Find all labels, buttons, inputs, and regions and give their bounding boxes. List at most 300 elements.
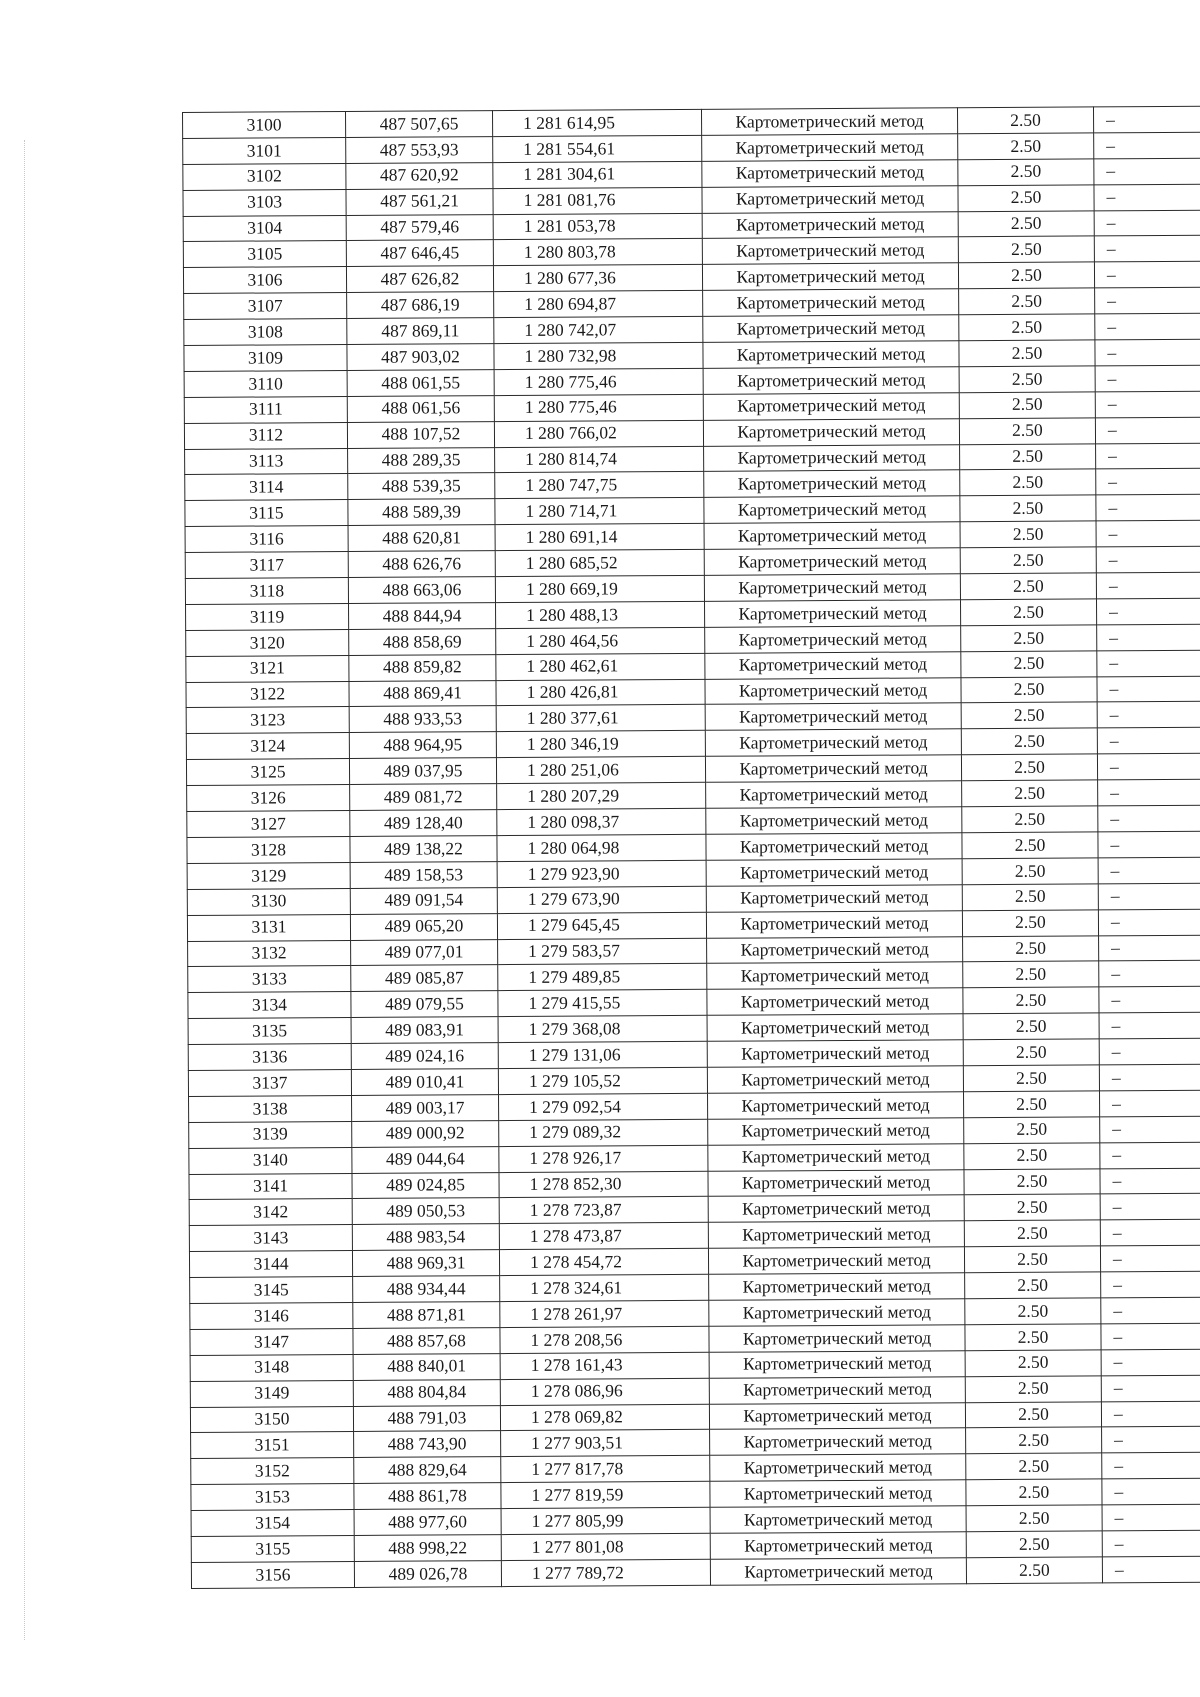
accuracy-cell: 2.50 — [960, 573, 1096, 600]
x-coordinate-cell: 488 840,01 — [353, 1353, 500, 1380]
point-number-cell: 3127 — [187, 811, 350, 838]
x-coordinate-cell: 488 969,31 — [352, 1250, 499, 1277]
x-coordinate-cell: 488 977,60 — [354, 1509, 501, 1536]
note-cell: – — [1102, 1427, 1200, 1454]
method-cell: Картометрический метод — [703, 341, 959, 368]
y-coordinate-cell: 1 281 614,95 — [492, 109, 701, 136]
x-coordinate-cell: 489 000,92 — [352, 1120, 499, 1147]
point-number-cell: 3107 — [184, 293, 347, 320]
accuracy-cell: 2.50 — [960, 547, 1096, 574]
accuracy-cell: 2.50 — [966, 1557, 1102, 1584]
method-cell: Картометрический метод — [707, 1066, 963, 1093]
accuracy-cell: 2.50 — [960, 469, 1096, 496]
y-coordinate-cell: 1 281 081,76 — [493, 187, 702, 214]
method-cell: Картометрический метод — [709, 1325, 965, 1352]
point-number-cell: 3123 — [186, 707, 349, 734]
accuracy-cell: 2.50 — [966, 1453, 1102, 1480]
note-cell: – — [1097, 728, 1200, 755]
method-cell: Картометрический метод — [702, 211, 958, 238]
note-cell: – — [1100, 1142, 1200, 1169]
y-coordinate-cell: 1 278 852,30 — [499, 1171, 708, 1198]
point-number-cell: 3149 — [190, 1380, 353, 1407]
accuracy-cell: 2.50 — [963, 1013, 1099, 1040]
point-number-cell: 3112 — [184, 422, 347, 449]
point-number-cell: 3108 — [184, 319, 347, 346]
x-coordinate-cell: 489 128,40 — [350, 810, 497, 837]
point-number-cell: 3133 — [188, 966, 351, 993]
accuracy-cell: 2.50 — [964, 1168, 1100, 1195]
accuracy-cell: 2.50 — [965, 1376, 1101, 1403]
point-number-cell: 3105 — [183, 241, 346, 268]
method-cell: Картометрический метод — [704, 522, 960, 549]
y-coordinate-cell: 1 279 923,90 — [497, 860, 706, 887]
note-cell: – — [1100, 1194, 1200, 1221]
point-number-cell: 3113 — [185, 448, 348, 475]
note-cell: – — [1094, 184, 1200, 211]
x-coordinate-cell: 487 507,65 — [346, 111, 493, 138]
note-cell: – — [1099, 986, 1200, 1013]
accuracy-cell: 2.50 — [959, 392, 1095, 419]
x-coordinate-cell: 487 620,92 — [346, 162, 493, 189]
x-coordinate-cell: 488 061,56 — [347, 395, 494, 422]
y-coordinate-cell: 1 278 086,96 — [500, 1378, 709, 1405]
x-coordinate-cell: 488 857,68 — [353, 1327, 500, 1354]
point-number-cell: 3137 — [188, 1069, 351, 1096]
note-cell: – — [1102, 1504, 1200, 1531]
x-coordinate-cell: 489 050,53 — [352, 1198, 499, 1225]
accuracy-cell: 2.50 — [961, 677, 1097, 704]
note-cell: – — [1098, 805, 1200, 832]
accuracy-cell: 2.50 — [959, 366, 1095, 393]
note-cell: – — [1095, 313, 1200, 340]
x-coordinate-cell: 487 686,19 — [347, 292, 494, 319]
point-number-cell: 3104 — [183, 215, 346, 242]
accuracy-cell: 2.50 — [958, 159, 1094, 186]
note-cell: – — [1095, 287, 1200, 314]
method-cell: Картометрический метод — [705, 651, 961, 678]
method-cell: Картометрический метод — [708, 1169, 964, 1196]
point-number-cell: 3111 — [184, 396, 347, 423]
y-coordinate-cell: 1 278 324,61 — [500, 1274, 709, 1301]
method-cell: Картометрический метод — [710, 1506, 966, 1533]
note-cell: – — [1100, 1219, 1200, 1246]
accuracy-cell: 2.50 — [958, 236, 1094, 263]
point-number-cell: 3119 — [186, 603, 349, 630]
y-coordinate-cell: 1 278 473,87 — [499, 1223, 708, 1250]
point-number-cell: 3116 — [185, 526, 348, 553]
accuracy-cell: 2.50 — [963, 935, 1099, 962]
method-cell: Картометрический метод — [704, 600, 960, 627]
method-cell: Картометрический метод — [706, 781, 962, 808]
y-coordinate-cell: 1 279 415,55 — [498, 990, 707, 1017]
method-cell: Картометрический метод — [702, 134, 958, 161]
note-cell: – — [1094, 132, 1200, 159]
x-coordinate-cell: 488 983,54 — [352, 1224, 499, 1251]
method-cell: Картометрический метод — [705, 626, 961, 653]
accuracy-cell: 2.50 — [965, 1350, 1101, 1377]
method-cell: Картометрический метод — [709, 1273, 965, 1300]
y-coordinate-cell: 1 280 732,98 — [494, 342, 703, 369]
point-number-cell: 3128 — [187, 836, 350, 863]
method-cell: Картометрический метод — [702, 263, 958, 290]
y-coordinate-cell: 1 280 064,98 — [497, 834, 706, 861]
x-coordinate-cell: 488 869,41 — [349, 680, 496, 707]
x-coordinate-cell: 489 085,87 — [351, 965, 498, 992]
y-coordinate-cell: 1 280 775,46 — [494, 394, 703, 421]
note-cell: – — [1095, 391, 1200, 418]
method-cell: Картометрический метод — [703, 315, 959, 342]
x-coordinate-cell: 489 077,01 — [351, 939, 498, 966]
y-coordinate-cell: 1 278 208,56 — [500, 1326, 709, 1353]
x-coordinate-cell: 488 539,35 — [348, 473, 495, 500]
x-coordinate-cell: 487 903,02 — [347, 344, 494, 371]
note-cell: – — [1102, 1478, 1200, 1505]
note-cell: – — [1095, 339, 1200, 366]
x-coordinate-cell: 488 626,76 — [348, 551, 495, 578]
point-number-cell: 3148 — [190, 1354, 353, 1381]
y-coordinate-cell: 1 278 161,43 — [500, 1352, 709, 1379]
accuracy-cell: 2.50 — [960, 599, 1096, 626]
accuracy-cell: 2.50 — [966, 1479, 1102, 1506]
accuracy-cell: 2.50 — [959, 288, 1095, 315]
method-cell: Картометрический метод — [706, 833, 962, 860]
point-number-cell: 3155 — [191, 1535, 354, 1562]
x-coordinate-cell: 488 829,64 — [354, 1457, 501, 1484]
point-number-cell: 3139 — [189, 1121, 352, 1148]
y-coordinate-cell: 1 279 673,90 — [497, 886, 706, 913]
accuracy-cell: 2.50 — [962, 806, 1098, 833]
note-cell: – — [1095, 365, 1200, 392]
y-coordinate-cell: 1 279 583,57 — [498, 938, 707, 965]
method-cell: Картометрический метод — [705, 677, 961, 704]
y-coordinate-cell: 1 279 131,06 — [498, 1041, 707, 1068]
x-coordinate-cell: 489 037,95 — [349, 758, 496, 785]
method-cell: Картометрический метод — [710, 1558, 966, 1585]
accuracy-cell: 2.50 — [963, 961, 1099, 988]
table-row — [191, 1556, 1200, 1588]
note-cell: – — [1102, 1556, 1200, 1583]
y-coordinate-cell: 1 280 766,02 — [494, 420, 703, 447]
x-coordinate-cell: 489 138,22 — [350, 836, 497, 863]
accuracy-cell: 2.50 — [959, 314, 1095, 341]
note-cell: – — [1101, 1323, 1200, 1350]
y-coordinate-cell: 1 280 464,56 — [496, 627, 705, 654]
point-number-cell: 3143 — [189, 1225, 352, 1252]
method-cell: Картометрический метод — [708, 1247, 964, 1274]
note-cell: – — [1102, 1530, 1200, 1557]
point-number-cell: 3114 — [185, 474, 348, 501]
note-cell: – — [1099, 1012, 1200, 1039]
x-coordinate-cell: 489 026,78 — [354, 1560, 501, 1587]
method-cell: Картометрический метод — [705, 703, 961, 730]
note-cell: – — [1097, 676, 1200, 703]
method-cell: Картометрический метод — [702, 185, 958, 212]
point-number-cell: 3138 — [189, 1095, 352, 1122]
x-coordinate-cell: 488 804,84 — [353, 1379, 500, 1406]
x-coordinate-cell: 488 964,95 — [349, 732, 496, 759]
y-coordinate-cell: 1 278 926,17 — [499, 1145, 708, 1172]
y-coordinate-cell: 1 280 814,74 — [495, 446, 704, 473]
accuracy-cell: 2.50 — [961, 625, 1097, 652]
note-cell: – — [1098, 857, 1200, 884]
accuracy-cell: 2.50 — [964, 1220, 1100, 1247]
method-cell: Картометрический метод — [707, 1014, 963, 1041]
accuracy-cell: 2.50 — [960, 495, 1096, 522]
x-coordinate-cell: 488 934,44 — [353, 1276, 500, 1303]
coordinates-table — [182, 106, 1200, 1589]
y-coordinate-cell: 1 278 069,82 — [500, 1404, 709, 1431]
x-coordinate-cell: 488 858,69 — [349, 628, 496, 655]
point-number-cell: 3154 — [191, 1510, 354, 1537]
point-number-cell: 3130 — [187, 888, 350, 915]
x-coordinate-cell: 489 024,85 — [352, 1172, 499, 1199]
note-cell: – — [1093, 106, 1200, 133]
x-coordinate-cell: 487 553,93 — [346, 136, 493, 163]
coordinates-table-body — [183, 106, 1200, 1588]
accuracy-cell: 2.50 — [966, 1531, 1102, 1558]
y-coordinate-cell: 1 280 747,75 — [495, 472, 704, 499]
y-coordinate-cell: 1 280 775,46 — [494, 368, 703, 395]
y-coordinate-cell: 1 277 903,51 — [501, 1430, 710, 1457]
point-number-cell: 3110 — [184, 370, 347, 397]
note-cell: – — [1096, 443, 1200, 470]
method-cell: Картометрический метод — [706, 807, 962, 834]
method-cell: Картометрический метод — [705, 729, 961, 756]
note-cell: – — [1098, 883, 1200, 910]
x-coordinate-cell: 488 620,81 — [348, 525, 495, 552]
note-cell: – — [1100, 1168, 1200, 1195]
point-number-cell: 3121 — [186, 655, 349, 682]
note-cell: – — [1099, 1038, 1200, 1065]
method-cell: Картометрический метод — [706, 859, 962, 886]
note-cell: – — [1101, 1271, 1200, 1298]
accuracy-cell: 2.50 — [965, 1324, 1101, 1351]
point-number-cell: 3103 — [183, 189, 346, 216]
scan-margin-marks — [24, 140, 29, 1640]
point-number-cell: 3142 — [189, 1199, 352, 1226]
y-coordinate-cell: 1 280 426,81 — [496, 679, 705, 706]
accuracy-cell: 2.50 — [958, 185, 1094, 212]
note-cell: – — [1095, 417, 1200, 444]
note-cell: – — [1094, 210, 1200, 237]
method-cell: Картометрический метод — [709, 1350, 965, 1377]
point-number-cell: 3109 — [184, 345, 347, 372]
y-coordinate-cell: 1 280 742,07 — [494, 316, 703, 343]
y-coordinate-cell: 1 280 377,61 — [496, 705, 705, 732]
y-coordinate-cell: 1 281 554,61 — [493, 135, 702, 162]
x-coordinate-cell: 488 663,06 — [348, 577, 495, 604]
note-cell: – — [1096, 598, 1200, 625]
method-cell: Картометрический метод — [708, 1221, 964, 1248]
accuracy-cell: 2.50 — [961, 728, 1097, 755]
x-coordinate-cell: 489 158,53 — [350, 861, 497, 888]
note-cell: – — [1094, 158, 1200, 185]
note-cell: – — [1100, 1245, 1200, 1272]
note-cell: – — [1099, 1090, 1200, 1117]
accuracy-cell: 2.50 — [963, 1065, 1099, 1092]
accuracy-cell: 2.50 — [962, 780, 1098, 807]
y-coordinate-cell: 1 280 462,61 — [496, 653, 705, 680]
accuracy-cell: 2.50 — [961, 754, 1097, 781]
note-cell: – — [1096, 469, 1200, 496]
accuracy-cell: 2.50 — [964, 1143, 1100, 1170]
point-number-cell: 3115 — [185, 500, 348, 527]
accuracy-cell: 2.50 — [961, 702, 1097, 729]
method-cell: Картометрический метод — [708, 1117, 964, 1144]
point-number-cell: 3101 — [183, 137, 346, 164]
note-cell: – — [1098, 831, 1200, 858]
point-number-cell: 3141 — [189, 1173, 352, 1200]
accuracy-cell: 2.50 — [964, 1194, 1100, 1221]
y-coordinate-cell: 1 280 677,36 — [493, 265, 702, 292]
x-coordinate-cell: 487 626,82 — [346, 266, 493, 293]
note-cell: – — [1102, 1452, 1200, 1479]
method-cell: Картометрический метод — [701, 108, 957, 135]
y-coordinate-cell: 1 280 098,37 — [497, 808, 706, 835]
method-cell: Картометрический метод — [709, 1402, 965, 1429]
y-coordinate-cell: 1 279 489,85 — [498, 964, 707, 991]
y-coordinate-cell: 1 280 669,19 — [495, 575, 704, 602]
point-number-cell: 3125 — [186, 759, 349, 786]
point-number-cell: 3102 — [183, 163, 346, 190]
point-number-cell: 3152 — [191, 1458, 354, 1485]
note-cell: – — [1098, 909, 1200, 936]
note-cell: – — [1099, 961, 1200, 988]
point-number-cell: 3146 — [190, 1302, 353, 1329]
accuracy-cell: 2.50 — [958, 210, 1094, 237]
point-number-cell: 3122 — [186, 681, 349, 708]
y-coordinate-cell: 1 278 454,72 — [499, 1248, 708, 1275]
note-cell: – — [1097, 753, 1200, 780]
method-cell: Картометрический метод — [709, 1376, 965, 1403]
y-coordinate-cell: 1 280 488,13 — [496, 601, 705, 628]
note-cell: – — [1096, 572, 1200, 599]
y-coordinate-cell: 1 279 092,54 — [499, 1093, 708, 1120]
point-number-cell: 3126 — [187, 785, 350, 812]
x-coordinate-cell: 489 003,17 — [352, 1094, 499, 1121]
accuracy-cell: 2.50 — [962, 884, 1098, 911]
method-cell: Картометрический метод — [708, 1195, 964, 1222]
point-number-cell: 3145 — [190, 1277, 353, 1304]
y-coordinate-cell: 1 280 685,52 — [495, 549, 704, 576]
accuracy-cell: 2.50 — [959, 418, 1095, 445]
method-cell: Картометрический метод — [709, 1299, 965, 1326]
accuracy-cell: 2.50 — [965, 1401, 1101, 1428]
x-coordinate-cell: 488 998,22 — [354, 1535, 501, 1562]
method-cell: Картометрический метод — [702, 237, 958, 264]
method-cell: Картометрический метод — [705, 755, 961, 782]
accuracy-cell: 2.50 — [966, 1505, 1102, 1532]
note-cell: – — [1099, 935, 1200, 962]
y-coordinate-cell: 1 277 819,59 — [501, 1482, 710, 1509]
note-cell: – — [1099, 1064, 1200, 1091]
method-cell: Картометрический метод — [707, 962, 963, 989]
x-coordinate-cell: 488 743,90 — [354, 1431, 501, 1458]
method-cell: Картометрический метод — [706, 884, 962, 911]
x-coordinate-cell: 488 289,35 — [348, 447, 495, 474]
point-number-cell: 3151 — [191, 1432, 354, 1459]
point-number-cell: 3136 — [188, 1044, 351, 1071]
accuracy-cell: 2.50 — [965, 1298, 1101, 1325]
x-coordinate-cell: 488 844,94 — [349, 603, 496, 630]
point-number-cell: 3124 — [186, 733, 349, 760]
point-number-cell: 3144 — [189, 1251, 352, 1278]
method-cell: Картометрический метод — [704, 496, 960, 523]
accuracy-cell: 2.50 — [958, 262, 1094, 289]
y-coordinate-cell: 1 280 207,29 — [497, 782, 706, 809]
accuracy-cell: 2.50 — [962, 910, 1098, 937]
method-cell: Картометрический метод — [710, 1532, 966, 1559]
x-coordinate-cell: 488 871,81 — [353, 1302, 500, 1329]
x-coordinate-cell: 489 091,54 — [350, 887, 497, 914]
note-cell: – — [1101, 1349, 1200, 1376]
x-coordinate-cell: 488 861,78 — [354, 1483, 501, 1510]
method-cell: Картометрический метод — [702, 160, 958, 187]
x-coordinate-cell: 489 081,72 — [350, 784, 497, 811]
y-coordinate-cell: 1 279 089,32 — [499, 1119, 708, 1146]
x-coordinate-cell: 489 010,41 — [351, 1069, 498, 1096]
point-number-cell: 3153 — [191, 1484, 354, 1511]
x-coordinate-cell: 488 791,03 — [353, 1405, 500, 1432]
point-number-cell: 3147 — [190, 1328, 353, 1355]
method-cell: Картометрический метод — [704, 444, 960, 471]
note-cell: – — [1101, 1375, 1200, 1402]
method-cell: Картометрический метод — [704, 470, 960, 497]
note-cell: – — [1097, 624, 1200, 651]
note-cell: – — [1097, 650, 1200, 677]
y-coordinate-cell: 1 279 105,52 — [498, 1067, 707, 1094]
accuracy-cell: 2.50 — [963, 987, 1099, 1014]
accuracy-cell: 2.50 — [960, 521, 1096, 548]
method-cell: Картометрический метод — [707, 988, 963, 1015]
note-cell: – — [1101, 1297, 1200, 1324]
point-number-cell: 3156 — [191, 1561, 354, 1588]
x-coordinate-cell: 488 589,39 — [348, 499, 495, 526]
note-cell: – — [1098, 779, 1200, 806]
y-coordinate-cell: 1 280 803,78 — [493, 239, 702, 266]
y-coordinate-cell: 1 278 723,87 — [499, 1197, 708, 1224]
point-number-cell: 3150 — [190, 1406, 353, 1433]
y-coordinate-cell: 1 278 261,97 — [500, 1300, 709, 1327]
point-number-cell: 3135 — [188, 1018, 351, 1045]
x-coordinate-cell: 489 065,20 — [350, 913, 497, 940]
point-number-cell: 3118 — [185, 578, 348, 605]
accuracy-cell: 2.50 — [961, 651, 1097, 678]
accuracy-cell: 2.50 — [963, 1039, 1099, 1066]
y-coordinate-cell: 1 281 053,78 — [493, 213, 702, 240]
method-cell: Картометрический метод — [707, 1040, 963, 1067]
coordinates-sheet — [182, 106, 1184, 1589]
method-cell: Картометрический метод — [704, 574, 960, 601]
note-cell: – — [1094, 236, 1200, 263]
method-cell: Картометрический метод — [710, 1454, 966, 1481]
y-coordinate-cell: 1 280 714,71 — [495, 498, 704, 525]
accuracy-cell: 2.50 — [960, 444, 1096, 471]
x-coordinate-cell: 488 859,82 — [349, 654, 496, 681]
y-coordinate-cell: 1 280 691,14 — [495, 524, 704, 551]
accuracy-cell: 2.50 — [959, 340, 1095, 367]
x-coordinate-cell: 487 561,21 — [346, 188, 493, 215]
accuracy-cell: 2.50 — [963, 1091, 1099, 1118]
y-coordinate-cell: 1 279 645,45 — [497, 912, 706, 939]
y-coordinate-cell: 1 279 368,08 — [498, 1015, 707, 1042]
note-cell: – — [1096, 546, 1200, 573]
point-number-cell: 3106 — [183, 267, 346, 294]
x-coordinate-cell: 489 079,55 — [351, 991, 498, 1018]
x-coordinate-cell: 489 083,91 — [351, 1017, 498, 1044]
note-cell: – — [1096, 494, 1200, 521]
method-cell: Картометрический метод — [704, 548, 960, 575]
